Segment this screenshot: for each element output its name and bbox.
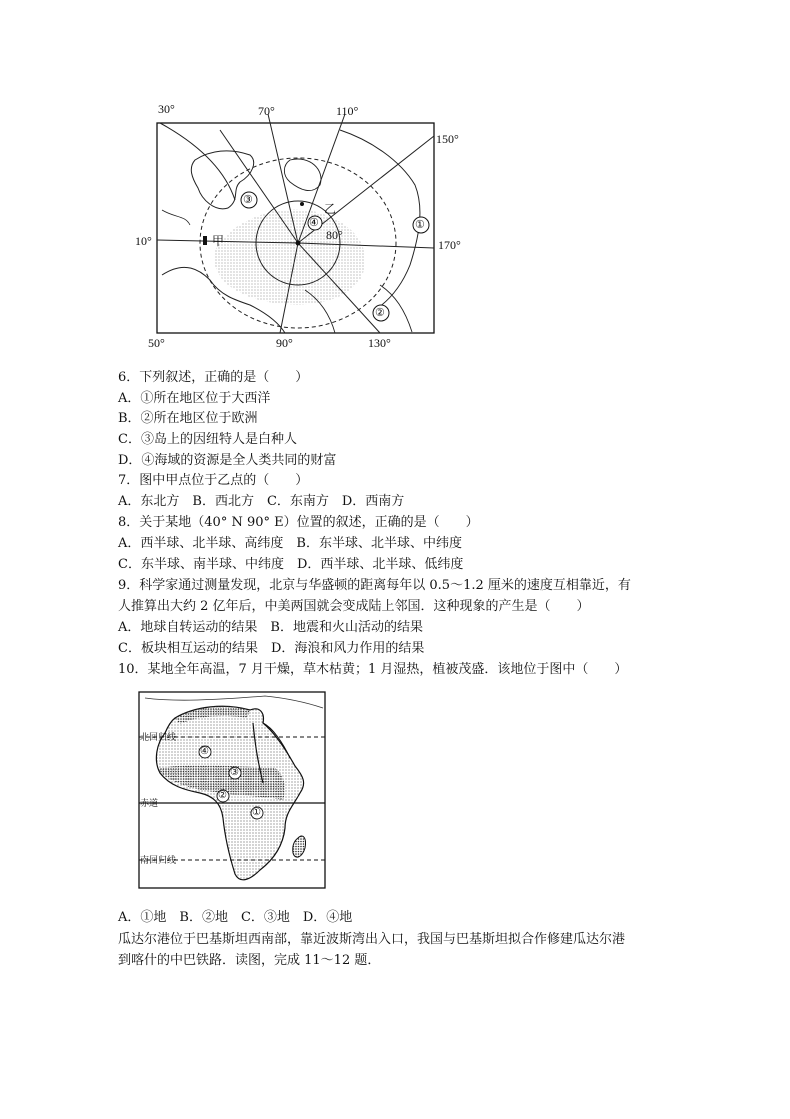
q7-options: A．东北方 B．西北方 C．东南方 D．西南方: [118, 494, 405, 509]
q6-stem: 6．下列叙述，正确的是（ ）: [118, 370, 309, 385]
point-yi-marker: [300, 202, 304, 206]
polar-region-map: [135, 100, 461, 355]
north-pole-point: [296, 241, 301, 246]
r2-label: ②: [218, 790, 227, 801]
polar-map-drawing: [140, 100, 460, 355]
lon70-label: 70°: [258, 104, 275, 118]
q8-options-ab: A．西半球、北半球、高纬度 B．东半球、北半球、中纬度: [118, 536, 462, 551]
tropic-south-label: 南回归线: [140, 855, 177, 865]
yi-label: 乙: [324, 202, 337, 216]
region4-label: ④: [309, 217, 319, 229]
jia-label: 甲: [212, 234, 225, 248]
equator-label: 赤道: [140, 798, 159, 808]
q9-options-ab: A．地球自转运动的结果 B．地震和火山活动的结果: [118, 620, 423, 635]
lon50-label: 50°: [148, 336, 165, 350]
q6-option-a: A．①所在地区位于大西洋: [118, 391, 271, 406]
q10-options: A．①地 B．②地 C．③地 D．④地: [118, 910, 353, 925]
intro-line2: 到喀什的中巴铁路．读图，完成 11～12 题．: [118, 953, 381, 968]
q8-options-cd: C．东半球、南半球、中纬度 D．西半球、北半球、低纬度: [118, 557, 464, 572]
r3-label: ③: [230, 767, 239, 778]
q10-stem: 10．某地全年高温，7 月干燥，草木枯黄；1 月湿热，植被茂盛．该地位于图中（ ）: [118, 662, 628, 677]
lon150-label: 150°: [436, 132, 459, 146]
region3-label: ③: [243, 194, 253, 206]
q6-option-c: C．③岛上的因纽特人是白种人: [118, 432, 297, 447]
r4-label: ④: [200, 746, 209, 757]
q7-stem: 7．图中甲点位于乙点的（ ）: [118, 473, 309, 488]
q9-options-cd: C．板块相互运动的结果 D．海浪和风力作用的结果: [118, 641, 425, 656]
lon10-label: 10°: [135, 234, 152, 248]
r1-label: ①: [252, 807, 261, 818]
q8-stem: 8．关于某地（40° N 90° E）位置的叙述，正确的是（ ）: [118, 515, 479, 530]
lat80-label: 80°: [326, 228, 343, 242]
region2-label: ②: [375, 307, 385, 319]
intro-line1: 瓜达尔港位于巴基斯坦西南部，靠近波斯湾出入口，我国与巴基斯坦拟合作修建瓜达尔港: [118, 932, 626, 947]
lon170-label: 170°: [438, 238, 461, 252]
lon110-label: 110°: [336, 104, 359, 118]
africa-climate-map: [135, 688, 330, 893]
lon30-label: 30°: [158, 102, 175, 116]
q9-stem-line2: 人推算出大约 2 亿年后，中美两国就会变成陆上邻国．这种现象的产生是（ ）: [118, 599, 590, 614]
lon130-label: 130°: [368, 336, 391, 350]
point-jia-marker: [203, 236, 207, 245]
lon90-label: 90°: [276, 336, 293, 350]
tropic-north-label: 北回归线: [140, 732, 177, 742]
q6-option-b: B．②所在地区位于欧洲: [118, 411, 258, 426]
q6-option-d: D．④海域的资源是全人类共同的财富: [118, 453, 337, 468]
region1-label: ①: [415, 219, 425, 231]
q9-stem-line1: 9．科学家通过测量发现，北京与华盛顿的距离每年以 0.5～1.2 厘米的速度互相靠近，有: [118, 578, 631, 593]
